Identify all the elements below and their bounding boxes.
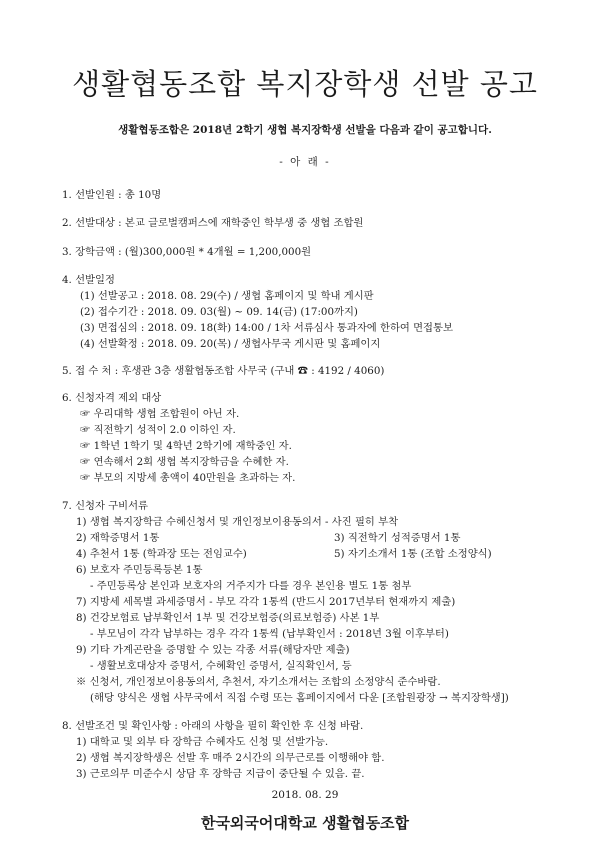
item-office: 5. 접 수 처 : 후생관 3층 생활협동조합 사무국 (구내 ☎ : 4192 / 4060) [62, 365, 385, 377]
condition-item: 1) 대학교 및 외부 타 장학금 수혜자도 신청 및 선발가능. [76, 736, 329, 748]
exclusion-item: ☞ 연속해서 2회 생협 복지장학금을 수혜한 자. [80, 456, 289, 468]
document-note: ※ 신청서, 개인정보이용동의서, 추천서, 자기소개서는 조합의 소정양식 준수바람. [76, 676, 441, 688]
page-title: 생활협동조합 복지장학생 선발 공고 [72, 67, 538, 101]
schedule-item: (1) 선발공고 : 2018. 08. 29(수) / 생협 홈페이지 및 학내 게시판 [80, 290, 374, 302]
document-item: 3) 직전학기 성적증명서 1통 [334, 532, 461, 544]
exclusion-heading: 6. 신청자격 제외 대상 [62, 392, 162, 404]
conditions-heading: 8. 선발조건 및 확인사항 : 아래의 사항을 필히 확인한 후 신청 바람. [62, 720, 364, 732]
notice-date: 2018. 08. 29 [271, 789, 339, 801]
schedule-item: (4) 선발확정 : 2018. 09. 20(목) / 생협사무국 게시판 및 홈페이지 [80, 338, 381, 350]
section-divider-text: - 아 래 - [279, 156, 331, 168]
document-item: 8) 건강보험료 납부확인서 1부 및 건강보험증(의료보험증) 사본 1부 [76, 612, 380, 624]
intro-text: 생활협동조합은 2018년 2학기 생협 복지장학생 선발을 다음과 같이 공고합니다. [118, 124, 492, 136]
document-item: 1) 생협 복지장학금 수혜신청서 및 개인정보이용동의서 - 사진 필히 부착 [76, 516, 399, 528]
document-item: 2) 재학증명서 1통 [76, 532, 160, 544]
schedule-heading: 4. 선발일정 [62, 274, 115, 286]
document-subnote: - 생활보호대상자 증명서, 수혜확인 증명서, 실직확인서, 등 [90, 660, 352, 672]
exclusion-item: ☞ 우리대학 생협 조합원이 아닌 자. [80, 408, 240, 420]
exclusion-item: ☞ 1학년 1학기 및 4학년 2학기에 재학중인 자. [80, 440, 292, 452]
documents-heading: 7. 신청자 구비서류 [62, 500, 148, 512]
condition-item: 2) 생협 복지장학생은 선발 후 매주 2시간의 의무근로를 이행해야 함. [76, 752, 385, 764]
document-item: 6) 보호자 주민등록등본 1통 [76, 564, 203, 576]
document-item: 5) 자기소개서 1통 (조합 소정양식) [334, 548, 492, 560]
issuer-name: 한국외국어대학교 생활협동조합 [200, 814, 410, 832]
item-target: 2. 선발대상 : 본교 글로벌캠퍼스에 재학중인 학부생 중 생협 조합원 [62, 217, 364, 229]
document-subnote: - 부모님이 각각 납부하는 경우 각각 1통씩 (납부확인서 : 2018년 3월 이후부터) [90, 628, 449, 640]
condition-item: 3) 근로의무 미준수시 상담 후 장학금 지급이 중단될 수 있음. 끝. [76, 768, 365, 780]
document-item: 7) 지방세 세목별 과세증명서 - 부모 각각 1통씩 (반드시 2017년부터 현재까지 제출) [76, 596, 456, 608]
document-note: (해당 양식은 생협 사무국에서 직접 수령 또는 홈페이지에서 다운 [조합원광장 → 복지장학생]) [90, 692, 509, 704]
item-amount: 3. 장학금액 : (월)300,000원 * 4개월 = 1,200,000원 [62, 246, 312, 258]
schedule-item: (3) 면접심의 : 2018. 09. 18(화) 14:00 / 1차 서류심사 통과자에 한하여 면접통보 [80, 322, 453, 334]
document-item: 9) 기타 가계곤란을 증명할 수 있는 각종 서류(해당자만 제출) [76, 644, 350, 656]
item-recruit-count: 1. 선발인원 : 총 10명 [62, 189, 162, 201]
document-subnote: - 주민등록상 본인과 보호자의 거주지가 다를 경우 본인용 별도 1통 첨부 [90, 580, 412, 592]
document-item: 4) 추천서 1통 (학과장 또는 전임교수) [76, 548, 247, 560]
schedule-item: (2) 접수기간 : 2018. 09. 03(월) ~ 09. 14(금) (17:00까지) [80, 306, 358, 318]
exclusion-item: ☞ 직전학기 성적이 2.0 이하인 자. [80, 424, 236, 436]
exclusion-item: ☞ 부모의 지방세 총액이 40만원을 초과하는 자. [80, 472, 296, 484]
